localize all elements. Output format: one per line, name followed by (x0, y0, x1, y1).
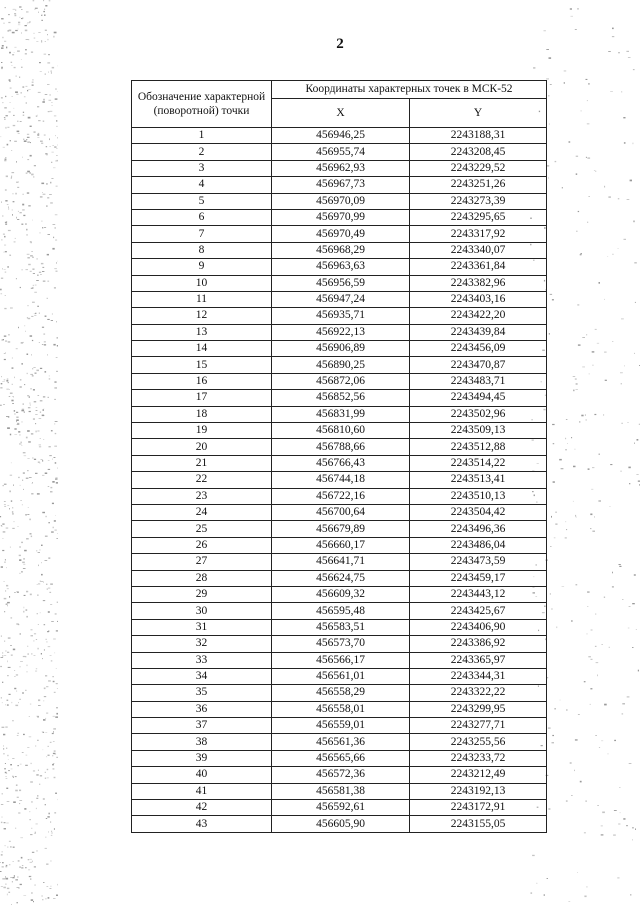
x-coordinate-cell: 456744,18 (272, 472, 410, 488)
x-coordinate-cell: 456955,74 (272, 144, 410, 160)
y-coordinate-cell: 2243251,26 (410, 177, 547, 193)
table-row (132, 439, 547, 455)
y-coordinate-cell: 2243514,22 (410, 455, 547, 471)
point-number-cell: 15 (132, 357, 272, 373)
point-number-cell: 6 (132, 209, 272, 225)
table-row (132, 570, 547, 586)
y-coordinate-cell: 2243443,12 (410, 586, 547, 602)
y-coordinate-cell: 2243504,42 (410, 504, 547, 520)
table-row (132, 242, 547, 258)
y-coordinate-cell: 2243439,84 (410, 324, 547, 340)
point-number-cell: 35 (132, 685, 272, 701)
point-number-cell: 16 (132, 373, 272, 389)
table-row (132, 767, 547, 783)
y-coordinate-cell: 2243494,45 (410, 390, 547, 406)
y-coordinate-cell: 2243456,09 (410, 341, 547, 357)
point-number-cell: 25 (132, 521, 272, 537)
point-number-cell: 29 (132, 586, 272, 602)
y-coordinate-cell: 2243322,22 (410, 685, 547, 701)
point-number-cell: 5 (132, 193, 272, 209)
point-number-cell: 33 (132, 652, 272, 668)
table-row (132, 275, 547, 291)
y-coordinate-cell: 2243155,05 (410, 816, 547, 832)
y-coordinate-cell: 2243295,65 (410, 209, 547, 225)
table-body (132, 128, 547, 833)
point-number-cell: 43 (132, 816, 272, 832)
table-row (132, 128, 547, 144)
y-coordinate-cell: 2243192,13 (410, 783, 547, 799)
y-coordinate-cell: 2243502,96 (410, 406, 547, 422)
table-row (132, 521, 547, 537)
table-row (132, 357, 547, 373)
x-coordinate-cell: 456583,51 (272, 619, 410, 635)
point-number-cell: 42 (132, 800, 272, 816)
x-coordinate-cell: 456906,89 (272, 341, 410, 357)
x-coordinate-cell: 456700,64 (272, 504, 410, 520)
x-coordinate-cell: 456592,61 (272, 800, 410, 816)
point-number-cell: 30 (132, 603, 272, 619)
point-number-cell: 12 (132, 308, 272, 324)
y-coordinate-cell: 2243188,31 (410, 128, 547, 144)
point-number-cell: 41 (132, 783, 272, 799)
table-row (132, 472, 547, 488)
table-row (132, 734, 547, 750)
table-row (132, 226, 547, 242)
point-number-cell: 20 (132, 439, 272, 455)
point-number-cell: 10 (132, 275, 272, 291)
x-coordinate-cell: 456660,17 (272, 537, 410, 553)
x-coordinate-cell: 456581,38 (272, 783, 410, 799)
x-coordinate-cell: 456872,06 (272, 373, 410, 389)
table-row (132, 259, 547, 275)
table-row (132, 308, 547, 324)
point-number-cell: 39 (132, 750, 272, 766)
point-number-cell: 14 (132, 341, 272, 357)
table-row (132, 816, 547, 832)
x-coordinate-cell: 456788,66 (272, 439, 410, 455)
point-number-cell: 11 (132, 291, 272, 307)
y-coordinate-cell: 2243512,88 (410, 439, 547, 455)
table-row (132, 685, 547, 701)
x-coordinate-cell: 456766,43 (272, 455, 410, 471)
x-coordinate-cell: 456963,63 (272, 259, 410, 275)
x-coordinate-cell: 456831,99 (272, 406, 410, 422)
y-coordinate-cell: 2243273,39 (410, 193, 547, 209)
point-number-cell: 7 (132, 226, 272, 242)
table-row (132, 341, 547, 357)
x-coordinate-cell: 456679,89 (272, 521, 410, 537)
point-number-cell: 37 (132, 718, 272, 734)
x-coordinate-cell: 456566,17 (272, 652, 410, 668)
table-row (132, 603, 547, 619)
x-coordinate-cell: 456967,73 (272, 177, 410, 193)
point-number-cell: 24 (132, 504, 272, 520)
y-coordinate-cell: 2243344,31 (410, 668, 547, 684)
scan-noise-left (0, 0, 58, 905)
point-number-cell: 8 (132, 242, 272, 258)
x-coordinate-cell: 456595,48 (272, 603, 410, 619)
table-row (132, 800, 547, 816)
point-number-cell: 9 (132, 259, 272, 275)
y-coordinate-cell: 2243277,71 (410, 718, 547, 734)
table-row (132, 423, 547, 439)
y-coordinate-cell: 2243255,56 (410, 734, 547, 750)
header-coordinates: Координаты характерных точек в МСК-52 (272, 81, 547, 99)
point-number-cell: 27 (132, 554, 272, 570)
y-coordinate-cell: 2243496,36 (410, 521, 547, 537)
table-row (132, 144, 547, 160)
y-coordinate-cell: 2243365,97 (410, 652, 547, 668)
table-row (132, 750, 547, 766)
y-coordinate-cell: 2243425,67 (410, 603, 547, 619)
y-coordinate-cell: 2243172,91 (410, 800, 547, 816)
point-number-cell: 21 (132, 455, 272, 471)
x-coordinate-cell: 456722,16 (272, 488, 410, 504)
table-row (132, 554, 547, 570)
y-coordinate-cell: 2243382,96 (410, 275, 547, 291)
x-coordinate-cell: 456810,60 (272, 423, 410, 439)
point-number-cell: 23 (132, 488, 272, 504)
x-coordinate-cell: 456922,13 (272, 324, 410, 340)
table-row (132, 636, 547, 652)
y-coordinate-cell: 2243510,13 (410, 488, 547, 504)
x-coordinate-cell: 456890,25 (272, 357, 410, 373)
point-number-cell: 2 (132, 144, 272, 160)
y-coordinate-cell: 2243299,95 (410, 701, 547, 717)
x-coordinate-cell: 456565,66 (272, 750, 410, 766)
point-number-cell: 22 (132, 472, 272, 488)
y-coordinate-cell: 2243473,59 (410, 554, 547, 570)
table-row (132, 160, 547, 176)
header-y: Y (410, 99, 547, 128)
table-row (132, 668, 547, 684)
x-coordinate-cell: 456956,59 (272, 275, 410, 291)
x-coordinate-cell: 456852,56 (272, 390, 410, 406)
table-row (132, 586, 547, 602)
table-row (132, 783, 547, 799)
x-coordinate-cell: 456561,01 (272, 668, 410, 684)
x-coordinate-cell: 456624,75 (272, 570, 410, 586)
header-x: X (272, 99, 410, 128)
y-coordinate-cell: 2243212,49 (410, 767, 547, 783)
y-coordinate-cell: 2243470,87 (410, 357, 547, 373)
x-coordinate-cell: 456572,36 (272, 767, 410, 783)
point-number-cell: 3 (132, 160, 272, 176)
y-coordinate-cell: 2243403,16 (410, 291, 547, 307)
point-number-cell: 28 (132, 570, 272, 586)
y-coordinate-cell: 2243386,92 (410, 636, 547, 652)
x-coordinate-cell: 456561,36 (272, 734, 410, 750)
point-number-cell: 38 (132, 734, 272, 750)
table-row (132, 209, 547, 225)
x-coordinate-cell: 456970,49 (272, 226, 410, 242)
y-coordinate-cell: 2243422,20 (410, 308, 547, 324)
y-coordinate-cell: 2243233,72 (410, 750, 547, 766)
y-coordinate-cell: 2243361,84 (410, 259, 547, 275)
table-row (132, 406, 547, 422)
table-row (132, 291, 547, 307)
coordinates-table (131, 80, 547, 833)
table-row (132, 193, 547, 209)
point-number-cell: 17 (132, 390, 272, 406)
table-row (132, 619, 547, 635)
y-coordinate-cell: 2243317,92 (410, 226, 547, 242)
table-row (132, 504, 547, 520)
x-coordinate-cell: 456935,71 (272, 308, 410, 324)
y-coordinate-cell: 2243509,13 (410, 423, 547, 439)
x-coordinate-cell: 456558,01 (272, 701, 410, 717)
page-number: 2 (336, 36, 344, 52)
table-row (132, 455, 547, 471)
x-coordinate-cell: 456559,01 (272, 718, 410, 734)
y-coordinate-cell: 2243459,17 (410, 570, 547, 586)
table-row (132, 652, 547, 668)
x-coordinate-cell: 456970,09 (272, 193, 410, 209)
table-row (132, 373, 547, 389)
x-coordinate-cell: 456968,29 (272, 242, 410, 258)
table-row (132, 177, 547, 193)
point-number-cell: 4 (132, 177, 272, 193)
x-coordinate-cell: 456970,99 (272, 209, 410, 225)
point-number-cell: 34 (132, 668, 272, 684)
point-number-cell: 18 (132, 406, 272, 422)
y-coordinate-cell: 2243483,71 (410, 373, 547, 389)
x-coordinate-cell: 456962,93 (272, 160, 410, 176)
table-row (132, 718, 547, 734)
table-row (132, 390, 547, 406)
y-coordinate-cell: 2243229,52 (410, 160, 547, 176)
y-coordinate-cell: 2243406,90 (410, 619, 547, 635)
point-number-cell: 19 (132, 423, 272, 439)
header-designation: Обозначение характерной (поворотной) точки (132, 81, 272, 128)
y-coordinate-cell: 2243513,41 (410, 472, 547, 488)
table-row (132, 701, 547, 717)
y-coordinate-cell: 2243340,07 (410, 242, 547, 258)
x-coordinate-cell: 456946,25 (272, 128, 410, 144)
point-number-cell: 26 (132, 537, 272, 553)
y-coordinate-cell: 2243208,45 (410, 144, 547, 160)
x-coordinate-cell: 456605,90 (272, 816, 410, 832)
point-number-cell: 1 (132, 128, 272, 144)
point-number-cell: 31 (132, 619, 272, 635)
x-coordinate-cell: 456558,29 (272, 685, 410, 701)
table-row (132, 488, 547, 504)
y-coordinate-cell: 2243486,04 (410, 537, 547, 553)
point-number-cell: 13 (132, 324, 272, 340)
point-number-cell: 32 (132, 636, 272, 652)
x-coordinate-cell: 456641,71 (272, 554, 410, 570)
point-number-cell: 40 (132, 767, 272, 783)
x-coordinate-cell: 456573,70 (272, 636, 410, 652)
table-row (132, 324, 547, 340)
point-number-cell: 36 (132, 701, 272, 717)
table-row (132, 537, 547, 553)
x-coordinate-cell: 456947,24 (272, 291, 410, 307)
x-coordinate-cell: 456609,32 (272, 586, 410, 602)
